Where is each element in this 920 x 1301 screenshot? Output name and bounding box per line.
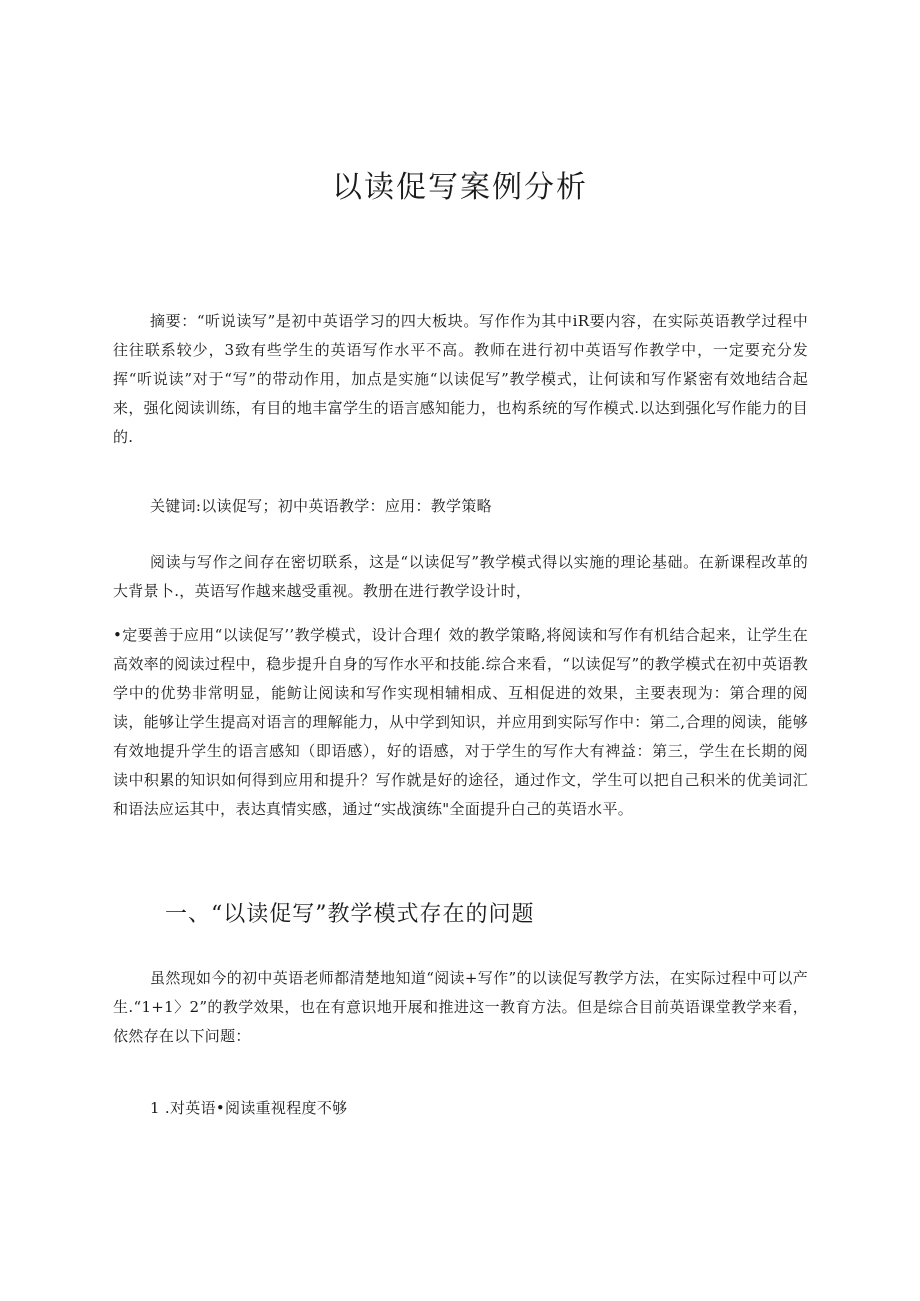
intro-paragraph-1: 阅读与写作之间存在密切联系，这是“以读促写”教学模式得以实施的理论基础。在新课程改革的大背景卜.，英语写作越来越受重视。教册在进行教学设计时，	[113, 553, 808, 600]
section-1-paragraph: 虽然现如今的初中英语老师都清楚地知道“阅读+写作”的以读促写教学方法，在实际过程中可以产生.“1+1〉2”的教学效果，也在有意识地开展和推进这一教育方法。但是综合目前英语课堂教学来看，依然存在以下问题：	[113, 969, 808, 1045]
keywords-line: 关键词:以读促写；初中英语教学：应用：教学策略	[150, 497, 492, 515]
section-1-heading: 一、“以读促写”教学模式存在的问题	[165, 902, 535, 927]
intro-paragraph-2: •定要善于应用“以读促写’’教学模式，设计合理亻效的教学策略,将阅读和写作有机结合起来，让学生在高效率的阅读过程中，稳步提升自身的写作水平和技能.综合来看，“以读促写”的教学模式在初中英语教学中的优势非常明显，能鲂让阅读和写作实现相辅相成、互相促进的效果，主要表现为：第合理的阅读，能够让学生提高对语言的理解能力，从中学到知识，并应用到实际写作中：第二,合理的阅读，能够有效地提升学生的语言感知（即语感），好的语感，对于学生的写作大有裨益：第三，学生在长期的阅读中积累的知识如何得到应用和提升？写作就是好的途径，通过作文，学生可以把自己积米的优美词汇和语法应运其中，表达真情实感，通过“实战演练"全面提升白己的英语水平。	[113, 626, 808, 818]
section-1-list-item: 1 .对英语•阅读重视程度不够	[150, 1099, 348, 1117]
document-title: 以读促写案例分析	[332, 170, 588, 205]
abstract-paragraph: 摘要：“听说读写”是初中英语学习的四大板块。写作作为其中iR要内容，在实际英语教学过程中往往联系较少，3致有些学生的英语写作水平不高。教师在进行初中英语写作教学中，一定要充分发挥“听说读”对于“写”的带动作用，加点是实施“以读促写”教学模式，让何读和写作紧密有效地结合起来，强化阅读训练，有目的地丰富学生的语言感知能力，也构系统的写作模式.以达到强化写作能力的目的.	[113, 312, 808, 446]
